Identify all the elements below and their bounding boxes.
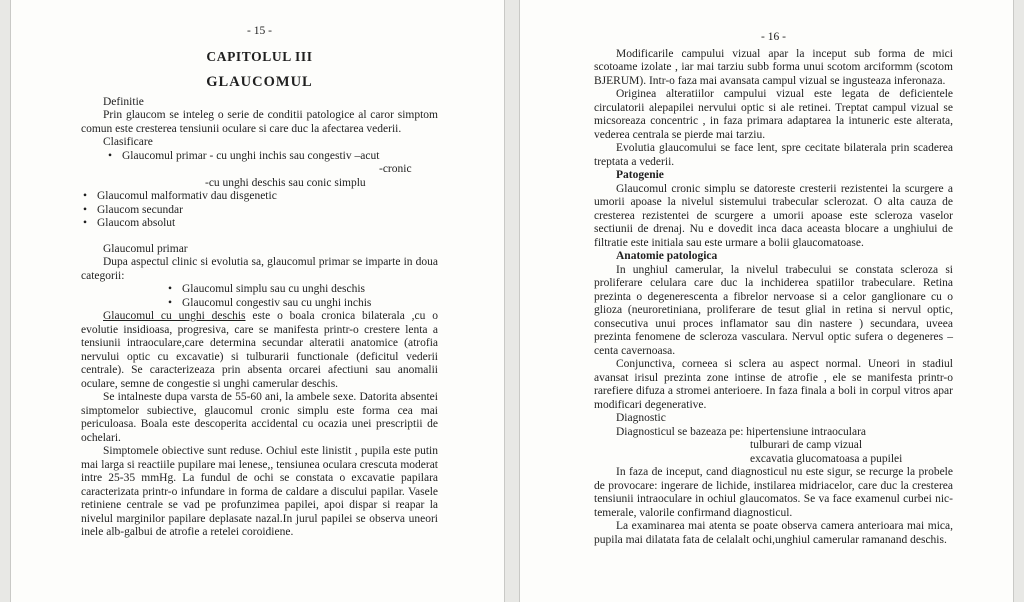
- originea-paragraph: Originea alteratiilor campului vizual este legata de deficientele circulatorii alepapilei nervului optic si ale retinei. Treptat campul vizual se micsoreaza concentric , in faza primara adaptarea la intuneric este alterata, vederea centrala se pierde mai tarziu.: [594, 88, 953, 141]
- patogenie-heading: Patogenie: [616, 169, 664, 181]
- bullet-icon: •: [108, 149, 113, 162]
- bullet-icon: •: [83, 217, 88, 229]
- glaucomul-primar-heading: Glaucomul primar: [103, 242, 188, 255]
- bullet-icon: •: [168, 283, 173, 295]
- modificarile-paragraph: Modificarile campului vizual apar la inceput sub forma de mici scotoame izolate , iar mai tarziu subb forma unui scotom arciformm (scotom BJERUM). Intr-o faza mai avansata campul vizual se ingusteaza inferonaza.: [594, 47, 953, 87]
- simptomele-paragraph: Simptomele obiective sunt reduse. Ochiul este linistit , pupila este putin mai larga si reactiile pupilare mai lenese,, tensiunea oculara crescuta moderat intre 25-35 mmHg. La fundul de ochi se constata o excavatie papilara caracterizata printr-o infundare in forma de caldare a discului papilar. Vasele retiniene centrale se vad pe profunzimea papilei, apoi dispar si reapar la nivelul marginilor papilare deplasate nazal.In jurul papilei se observa uneori inele alb-galbui de atrofie a retelei coroidiene.: [81, 445, 438, 538]
- evolutia-paragraph: Evolutia glaucomului se face lent, spre cecitate bilaterala prin scaderea treptata a vederii.: [594, 142, 953, 168]
- clasificare-label: Clasificare: [103, 136, 153, 148]
- underlined-term: Glaucomul cu unghi deschis: [103, 310, 246, 322]
- deschis-line: -cu unghi deschis sau conic simplu: [205, 176, 366, 189]
- list-item-label: Glaucomul congestiv sau cu unghi inchis: [182, 296, 372, 309]
- definitie-label: Definitie: [103, 95, 144, 108]
- se-intalneste-paragraph: Se intalneste dupa varsta de 55-60 ani, la ambele sexe. Datorita absentei simptomelor subiective, glaucomul cronic simplu este forma cea mai periculoasa. Boala este descoperita accidental cu ocazia unei prescriptii de ochelari.: [81, 391, 438, 444]
- list-item-label: Glaucomul primar - cu unghi inchis sau congestiv –acut: [122, 149, 380, 162]
- list-item-congestiv: [168, 297, 438, 311]
- chapter-subtitle: GLAUCOMUL: [206, 74, 313, 90]
- list-item-glaucom-primar: [108, 150, 438, 164]
- list-item-label: Glaucom absolut: [97, 217, 176, 229]
- list-item-label: Glaucom secundar: [97, 203, 183, 216]
- chapter-title: CAPITOLUL III: [206, 48, 313, 64]
- diagnostic-item: excavatia glucomatoasa a pupilei: [750, 452, 903, 465]
- gutter-left: [0, 0, 10, 602]
- gutter-right: [1014, 0, 1024, 602]
- list-item-absolut: [83, 217, 438, 231]
- list-item-secundar: [83, 204, 438, 218]
- page-number: - 15 -: [247, 25, 272, 37]
- list-item-label: Glaucomul malformativ dau disgenetic: [97, 190, 277, 202]
- cronic-line: -cronic: [379, 163, 412, 175]
- diagnostic-label: Diagnostic: [616, 412, 666, 424]
- paragraph-text: este o boala cronica bilaterala ,cu o evolutie insidioasa, progresiva, care se manifesta printr-o crestere lenta a tensiunii intraoculare,care determina secundar alteratii anatomice (atrofia nervului optic cu excavatie) si tulburarii functionale (deficitul vederii centrale). Se caracterizeaza prin absenta orcarei afectiuni sau anomalii oculare, semne de congestie si unghi camerular deschis.: [81, 310, 438, 390]
- gutter-middle: [505, 0, 519, 602]
- in-faza-paragraph: In faza de inceput, cand diagnosticul nu este sigur, se recurge la probele de provocare: ingerare de lichide, instilarea midriacelor, care duc la cresterea tensiunii intraoculare in ochiul glaucomatos. Se va face examenul curbei nic-temerale, valorile confirmand diagnosticul.: [594, 466, 953, 519]
- conjunctiva-paragraph: Conjunctiva, corneea si sclera au aspect normal. Uneori in stadiul avansat irisul prezinta zone intinse de atrofie , ele se manifesta printr-o rarefiere difuza a stromei anterioere. In faza finala a boli in corpul vitros apar modificari degenerative.: [594, 358, 953, 411]
- page-15: [10, 0, 505, 602]
- unghi-deschis-paragraph: [81, 310, 438, 391]
- list-item-malformativ: [83, 190, 438, 204]
- diagnostic-intro: Diagnosticul se bazeaza pe: hipertensiune intraoculara: [616, 425, 867, 438]
- page-number: - 16 -: [761, 31, 786, 43]
- bullet-icon: •: [83, 190, 88, 202]
- list-item-simplu: [168, 283, 438, 297]
- definitie-paragraph: Prin glaucom se inteleg o serie de conditii patologice al caror simptom comun este cresterea tensiunii oculare si care duc la afectarea vederii.: [81, 109, 438, 135]
- anatomie-paragraph: In unghiul camerular, la nivelul trabecului se constata scleroza si proliferare celulara care duc la inchiderea spatiilor trabeculare. Retina prezinta o degenerescenta a fibrelor nervoase si a celor ganglionare cu o glioza (neuroretiniana, proliferare de tesut glial in retina si nervul optic, consecutiva unui proces inflamator sau din nastere ) secundara, uveea prezinta fenomene de scleroza vasculara. Nervul optic sufera o degeneres – centa cavernoasa.: [594, 263, 953, 357]
- patogenie-paragraph: Glaucomul cronic simplu se datoreste cresterii rezistentei la scurgere a umorii apoase la nivelul sistemului trabecular sclerozat. O alta cauza de cresterea rezistentei de scurgere a umorii apoase este scleroza vaselor sectiunii de drenaj. Nu e dovedit inca daca aceasta blocare a unghiului de filtratie este initiala sau este urmare a bolii glaucomatoase.: [594, 182, 953, 249]
- bullet-icon: •: [83, 203, 88, 216]
- la-examinarea-paragraph: La examinarea mai atenta se poate observa camera anterioara mai mica, pupila mai dilatata fata de celalalt ochi,unghiul camerular ramanand deschis.: [594, 520, 953, 546]
- page-16: [519, 0, 1014, 602]
- dupa-paragraph: Dupa aspectul clinic si evolutia sa, glaucomul primar se imparte in doua categorii:: [81, 256, 438, 282]
- anatomie-heading: Anatomie patologica: [616, 250, 718, 262]
- list-item-label: Glaucomul simplu sau cu unghi deschis: [182, 283, 366, 295]
- bullet-icon: •: [168, 296, 173, 309]
- diagnostic-item: tulburari de camp vizual: [750, 439, 863, 451]
